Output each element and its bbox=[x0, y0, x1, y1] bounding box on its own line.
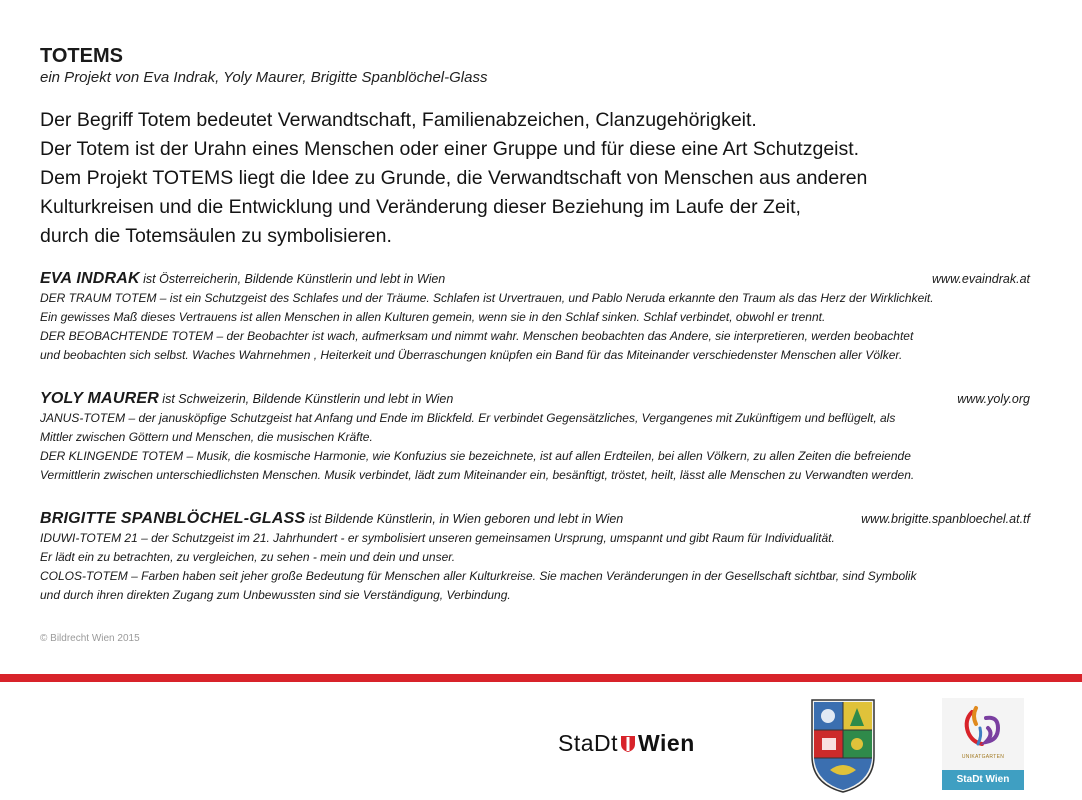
intro-line: Der Begriff Totem bedeutet Verwandtschaft, Familienabzeichen, Clanzugehörigkeit. bbox=[40, 109, 757, 131]
artist-text-line: und beobachten sich selbst. Waches Wahrnehmen , Heiterkeit und Überraschungen knüpfen ein Band für das Miteinander verschiedenster Menschen aller Völker. bbox=[40, 348, 903, 362]
artist-text-line: DER BEOBACHTENDE TOTEM – der Beobachter ist wach, aufmerksam und nimmt wahr. Menschen beobachten das Andere, sie interpretieren, werden beobachtet bbox=[40, 329, 914, 343]
district-coat-of-arms-icon bbox=[810, 698, 876, 794]
artist-intro bbox=[40, 269, 445, 289]
unikatgarten-caption: UNIKATGARTEN bbox=[961, 754, 1005, 760]
artist-text-line: Ein gewisses Maß dieses Vertrauens ist allen Menschen in allen Kulturen gemein, wenn sie in den Schlaf sinken. Schlaf verbindet, obwohl er trennt. bbox=[40, 310, 826, 324]
artist-website-link[interactable]: www.brigitte.spanbloechel.at.tf bbox=[861, 512, 1030, 526]
artist-text-line: COLOS-TOTEM – Farben haben seit jeher große Bedeutung für Menschen aller Kulturkreise. Sie machen Veränderungen in der Gesellschaft sichtbar, sind Symbolik bbox=[40, 569, 917, 583]
unikatgarten-logo bbox=[942, 698, 1024, 790]
stadt-logo-text: StaDt bbox=[558, 730, 619, 756]
unikat-stadt-wien-label: StaDt Wien bbox=[942, 770, 1024, 790]
artist-section-brigitte-spanbloechel-glass bbox=[40, 509, 1030, 605]
artist-intro bbox=[40, 389, 453, 409]
artist-intro bbox=[40, 509, 623, 529]
artist-text-line: JANUS-TOTEM – der janusköpfige Schutzgeist hat Anfang und Ende im Blickfeld. Er verbindet Gegensätzliches, Vergangenes mit Zukünftigem und beflügelt, als bbox=[40, 411, 896, 425]
artist-text-line: DER KLINGENDE TOTEM – Musik, die kosmische Harmonie, wie Konfuzius sie bezeichnete, ist auf allen Erdteilen, bei allen Völkern, zu allen Zeiten die befreiende bbox=[40, 449, 911, 463]
artist-website-link[interactable]: www.yoly.org bbox=[957, 392, 1030, 406]
intro-line: durch die Totemsäulen zu symbolisieren. bbox=[40, 225, 392, 247]
artist-text-line: und durch ihren direkten Zugang zum Unbewussten sind sie Verständigung, Verbindung. bbox=[40, 588, 511, 602]
page-subtitle: ein Projekt von Eva Indrak, Yoly Maurer, Brigitte Spanblöchel-Glass bbox=[40, 69, 488, 86]
document-body bbox=[40, 44, 1030, 605]
artist-text-line: IDUWI-TOTEM 21 – der Schutzgeist im 21. Jahrhundert - er symbolisiert unseren gemeinsamen Ursprung, umspannt und gibt Raum für Individualität. bbox=[40, 531, 835, 545]
artist-text-line: Er lädt ein zu betrachten, zu vergleichen, zu sehen - mein und dein und unser. bbox=[40, 550, 456, 564]
artist-text-line: Mittler zwischen Göttern und Menschen, die musischen Kräfte. bbox=[40, 430, 373, 444]
page-title: TOTEMS bbox=[40, 45, 123, 67]
stadt-logo-text: Wien bbox=[638, 730, 695, 756]
intro-line: Der Totem ist der Urahn eines Menschen oder einer Gruppe und für diese eine Art Schutzgeist. bbox=[40, 138, 860, 160]
artist-name: EVA INDRAK bbox=[40, 270, 140, 287]
artist-description: ist Schweizerin, Bildende Künstlerin und lebt in Wien bbox=[162, 392, 454, 406]
artist-name: BRIGITTE SPANBLÖCHEL-GLASS bbox=[40, 510, 306, 527]
artist-website-link[interactable]: www.evaindrak.at bbox=[932, 272, 1030, 286]
artist-heading bbox=[40, 389, 1030, 409]
artist-heading bbox=[40, 509, 1030, 529]
artist-text-line: DER TRAUM TOTEM – ist ein Schutzgeist des Schlafes und der Träume. Schlafen ist Urvertrauen, und Pablo Neruda erkannte den Traum als das Herz der Wirklichkeit. bbox=[40, 291, 934, 305]
artist-heading bbox=[40, 269, 1030, 289]
intro-paragraph bbox=[40, 106, 1030, 251]
unikatgarten-emblem-icon bbox=[942, 698, 1024, 758]
artist-name: YOLY MAURER bbox=[40, 390, 159, 407]
artist-description: ist Österreicherin, Bildende Künstlerin und lebt in Wien bbox=[143, 272, 446, 286]
intro-line: Dem Projekt TOTEMS liegt die Idee zu Grunde, die Verwandtschaft von Menschen aus anderen bbox=[40, 167, 868, 189]
red-divider-bar bbox=[0, 674, 1082, 682]
copyright-notice: © Bildrecht Wien 2015 bbox=[40, 633, 140, 644]
artist-section-eva-indrak bbox=[40, 269, 1030, 365]
artist-text-line: Vermittlerin zwischen unterschiedlichsten Menschen. Musik verbindet, lädt zum Miteinander ein, besänftigt, tröstet, heilt, lässt alle Menschen zu Verwandten werden. bbox=[40, 468, 915, 482]
vienna-shield-icon bbox=[620, 735, 636, 753]
artist-section-yoly-maurer bbox=[40, 389, 1030, 485]
footer-logos bbox=[0, 682, 1082, 800]
stadt-wien-logo bbox=[558, 730, 695, 757]
intro-line: Kulturkreisen und die Entwicklung und Veränderung dieser Beziehung im Laufe der Zeit, bbox=[40, 196, 801, 218]
artist-description: ist Bildende Künstlerin, in Wien geboren und lebt in Wien bbox=[308, 512, 624, 526]
